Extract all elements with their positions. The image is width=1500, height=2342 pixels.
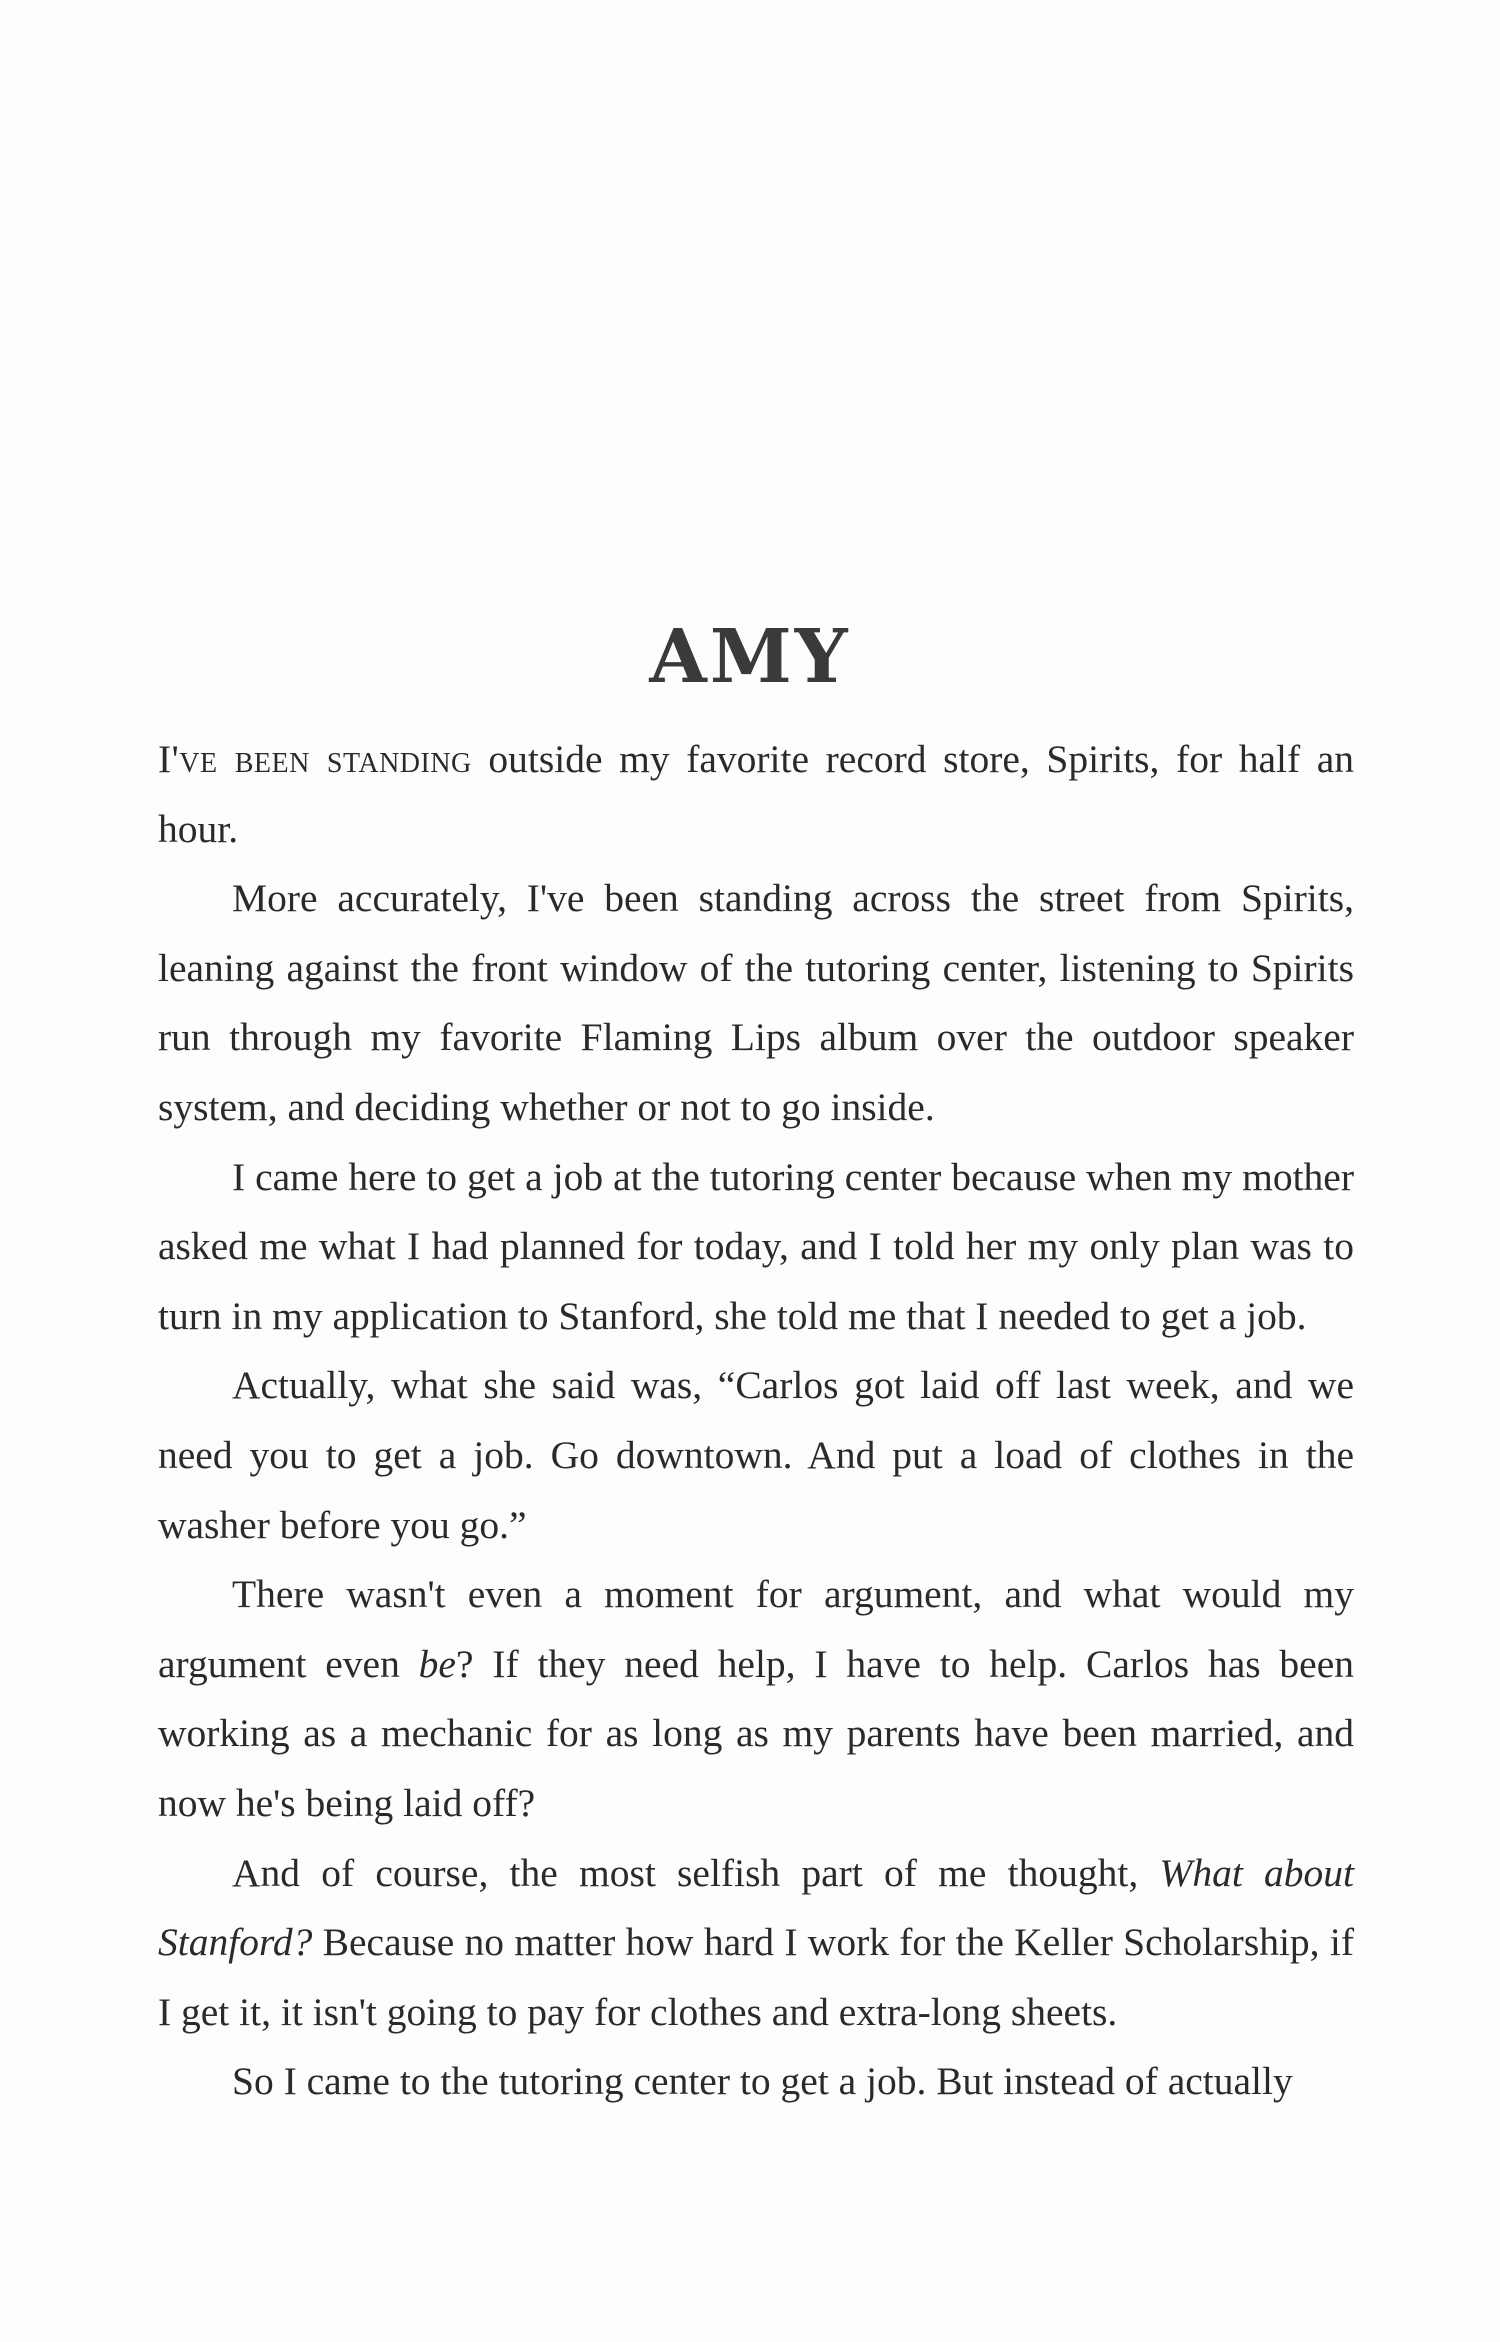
paragraph-4: Actually, what she said was, “Carlos got laid off last week, and we need you to get a job. Go downtown. And put a load of clothes in the washer before you go.”: [158, 1363, 1354, 1547]
chapter-title: AMY: [649, 613, 851, 700]
paragraph-7: So I came to the tutoring center to get a job. But instead of actually: [232, 2059, 1293, 2104]
paragraph-5-text-b: ? If they need help, I have to help. Carlos has been working as a mechanic for as long as my parents have been married, and now he's being laid off?: [158, 1641, 1354, 1825]
paragraph-6-text-a: And of course, the most selfish part of me thought,: [232, 1850, 1160, 1895]
paragraph-2: More accurately, I've been standing across the street from Spirits, leaning against the front window of the tutoring center, listening to Spirits run through my favorite Flaming Lips album over the outdoor speaker system, and deciding whether or not to go inside.: [158, 876, 1354, 1129]
paragraph-1: [158, 725, 1354, 864]
paragraph-5-emphasis: be: [418, 1641, 456, 1686]
paragraph-5: [158, 1560, 1354, 1838]
paragraph-5-text-a: There wasn't even a moment for argument, and what would my argument even: [158, 1572, 1354, 1686]
paragraph-1-text: outside my favorite record store, Spirits, for half an hour.: [158, 737, 1355, 851]
chapter-body: [158, 725, 1354, 2117]
paragraph-6-text-b: Because no matter how hard I work for the Keller Scholarship, if I get it, it isn't going to pay for clothes and extra-long sheets.: [158, 1920, 1354, 2034]
paragraph-3: I came here to get a job at the tutoring center because when my mother asked me what I had planned for today, and I told her my only plan was to turn in my application to Stanford, she told me that I needed to get a job.: [158, 1154, 1354, 1338]
paragraph-6-emphasis: What about Stanford?: [158, 1850, 1354, 1965]
opening-small-caps: I've been standing: [158, 737, 472, 781]
paragraph-6: [158, 1839, 1354, 2048]
